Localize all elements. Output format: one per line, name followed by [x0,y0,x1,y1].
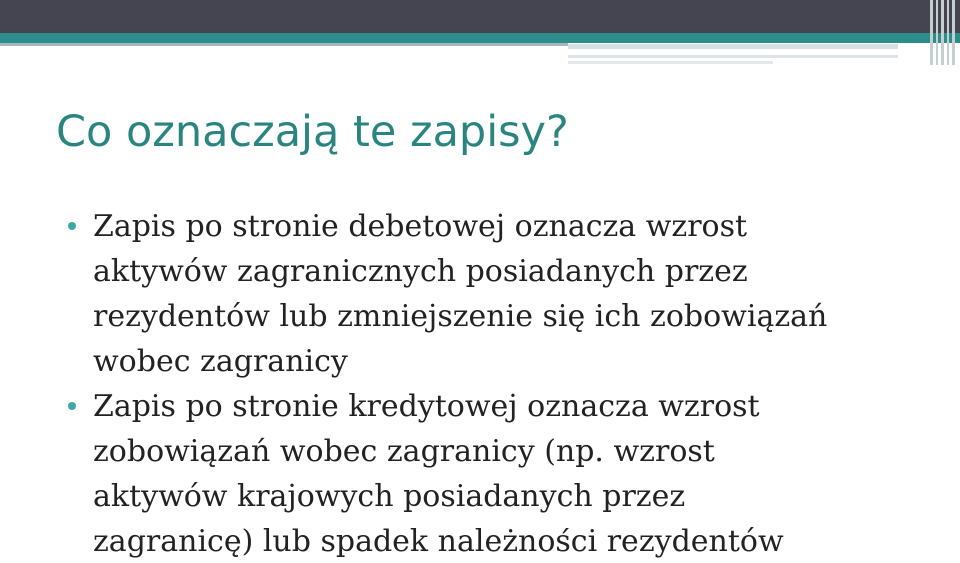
stripe [947,0,949,65]
bullet-line: zobowiązań wobec zagranicy (np. wzrost [93,434,715,469]
slide-title: Co oznaczają te zapisy? [56,107,569,157]
stripe [936,0,938,65]
header-gray-band [0,43,568,46]
stripe [941,0,944,65]
bullet-line: aktywów krajowych posiadanych przez [93,479,686,514]
header-right-stripes [930,0,960,65]
bullet-line: rezydentów lub zmniejszenie się ich zobowiązań [93,299,828,334]
bullet-item [68,204,948,384]
header-light-band [568,61,773,64]
bullet-line: Zapis po stronie kredytowej oznacza wzrost [93,389,760,424]
stripe [952,0,955,65]
header-light-band [568,55,898,58]
bullet-line: Zapis po stronie debetowej oznacza wzrost [93,209,748,244]
bullet-item [68,384,948,563]
bullet-list [68,204,948,563]
header-teal-band [0,33,960,43]
bullet-line: zagranicę) lub spadek należności rezydentów [93,524,784,559]
stripe [930,0,933,65]
header-light-band [568,44,898,49]
bullet-line: wobec zagranicy [93,344,348,379]
header-dark-bar [0,0,960,33]
bullet-dot-icon [68,222,76,230]
bullet-line: aktywów zagranicznych posiadanych przez [93,254,748,289]
bullet-dot-icon [68,402,76,410]
